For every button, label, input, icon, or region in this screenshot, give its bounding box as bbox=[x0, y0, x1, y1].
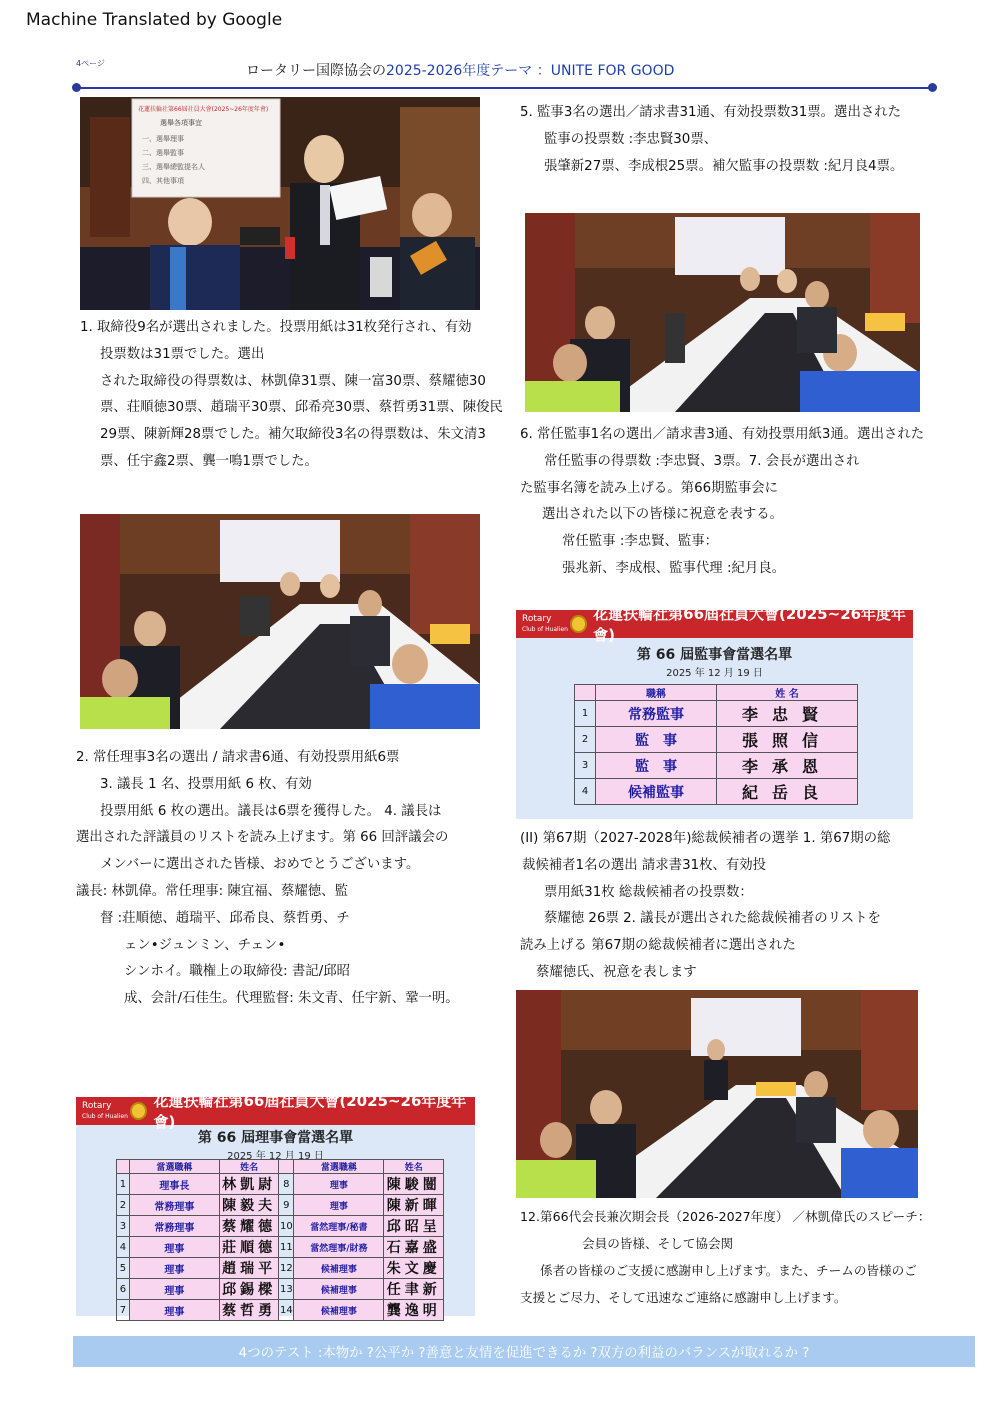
row-name: 紀岳良 bbox=[717, 779, 858, 805]
slide-line-3: 三、選舉總監提名人 bbox=[142, 163, 205, 171]
rotary-logo-main: Rotary bbox=[82, 1100, 112, 1111]
col-position-header: 當選職稱 bbox=[129, 1160, 219, 1174]
para-line: 議長: 林凱偉。常任理事: 陳宜福、蔡耀徳、監 bbox=[76, 883, 348, 899]
para-line: 3. 議長 1 名、投票用紙 6 枚、有効 bbox=[100, 776, 312, 792]
row-position: 當然理事/財務 bbox=[294, 1237, 384, 1258]
table-row bbox=[575, 753, 858, 779]
para-line: 票用紙31枚 総裁候補者の投票数： bbox=[544, 884, 753, 900]
para-line: 蔡耀徳氏、祝意を表します bbox=[536, 964, 697, 980]
para-line: 投票用紙 6 枚の選出。議長は6票を獲得した。 4. 議長は bbox=[100, 803, 442, 819]
right-text-block-1 bbox=[520, 100, 903, 180]
board-card-date: 2025 年 12 月 19 日 bbox=[227, 1151, 324, 1162]
row-position: 理事 bbox=[129, 1258, 219, 1279]
col-position-header: 當選職稱 bbox=[294, 1160, 384, 1174]
para-line: シンホイ。職権上の取締役: 書記/邱昭 bbox=[124, 964, 350, 980]
row-name: 蔡哲勇 bbox=[219, 1300, 279, 1321]
col-no bbox=[279, 1160, 294, 1174]
row-name: 陳駿闓 bbox=[384, 1174, 444, 1195]
col-position-header: 職稱 bbox=[596, 685, 717, 701]
rotary-logo bbox=[76, 1101, 130, 1122]
para-line: 投票数は31票でした。選出 bbox=[100, 346, 265, 362]
table-row bbox=[117, 1258, 444, 1279]
speech-caption bbox=[520, 1203, 930, 1311]
row-name: 石嘉盛 bbox=[384, 1237, 444, 1258]
para-line: 張兆新、李成根、監事代理 :紀月良。 bbox=[562, 560, 786, 576]
meeting-photo-right bbox=[525, 213, 920, 412]
rotary-logo bbox=[516, 614, 570, 635]
row-name: 莊順德 bbox=[219, 1237, 279, 1258]
row-position: 常務監事 bbox=[596, 701, 717, 727]
speech-photo bbox=[516, 990, 918, 1198]
para-line: た監事名簿を読み上げる。第66期監事会に bbox=[520, 480, 779, 496]
supervisor-card-subtitle: 第 66 屆監事會當選名單 bbox=[636, 647, 793, 663]
para-line: 5. 監事3名の選出／請求書31通、有効投票数31票。選出された bbox=[520, 105, 902, 120]
table-row bbox=[575, 727, 858, 753]
table-row bbox=[117, 1174, 444, 1195]
para-line: ェン•ジュンミン、チェン• bbox=[124, 937, 286, 953]
row-name: 任聿新 bbox=[384, 1279, 444, 1300]
row-name: 龔逸明 bbox=[384, 1300, 444, 1321]
row-position: 監 事 bbox=[596, 727, 717, 753]
para-line: 2. 常任理事3名の選出 / 請求書6通、有効投票用紙6票 bbox=[76, 750, 400, 765]
row-number: 1 bbox=[575, 701, 596, 727]
supervisor-election-table bbox=[574, 684, 858, 805]
supervisor-election-card bbox=[516, 605, 913, 819]
header-theme: 2025-2026年度テーマ ：UNITE FOR GOOD bbox=[386, 63, 675, 79]
row-position: 候補監事 bbox=[596, 779, 717, 805]
table-row bbox=[117, 1237, 444, 1258]
slide-title: 花蓮扶輪社第66屆社員大會(2025~26年度年會) bbox=[138, 106, 269, 113]
row-number: 12 bbox=[279, 1258, 294, 1279]
board-card-header bbox=[76, 1092, 475, 1131]
machine-translated-watermark: Machine Translated by Google bbox=[26, 10, 283, 30]
caption-line: 12.第66代会長兼次期会長（2026-2027年度） ／林凱偉氏のスピーチ： bbox=[520, 1209, 931, 1224]
table-row bbox=[117, 1216, 444, 1237]
para-line: 票、荘順徳30票、趙瑞平30票、邱希亮30票、蔡哲勇31票、陳俊民 bbox=[100, 400, 503, 416]
row-position: 當然理事/秘書 bbox=[294, 1216, 384, 1237]
row-name: 邱錫樑 bbox=[219, 1279, 279, 1300]
row-name: 林凱尉 bbox=[219, 1174, 279, 1195]
row-name: 趙瑞平 bbox=[219, 1258, 279, 1279]
row-name: 朱文慶 bbox=[384, 1258, 444, 1279]
caption-line: 会員の皆様、そして協会関 bbox=[582, 1236, 734, 1251]
slide-subtitle: 選舉各項事宜 bbox=[160, 119, 202, 127]
row-number: 9 bbox=[279, 1195, 294, 1216]
row-number: 3 bbox=[575, 753, 596, 779]
board-election-card bbox=[76, 1092, 475, 1319]
row-name: 蔡耀德 bbox=[219, 1216, 279, 1237]
caption-line: 支援とご尽力、そして迅速なご連絡に感謝申し上げます。 bbox=[520, 1290, 847, 1305]
supervisor-card-title: 花蓮扶輪社第66屆社員大會(2025~26年度年會) bbox=[593, 605, 907, 644]
row-number: 5 bbox=[117, 1258, 130, 1279]
right-text-block-2 bbox=[520, 422, 924, 583]
row-number: 14 bbox=[279, 1300, 294, 1321]
para-line: された取締役の得票数は、林凱偉31票、陳一富30票、蔡耀徳30 bbox=[100, 373, 486, 389]
para-line: 1. 取締役9名が選出されました。投票用紙は31枚発行され、有効 bbox=[80, 320, 472, 335]
header-rule bbox=[76, 87, 932, 89]
header-prefix: ロータリー国際協会の bbox=[246, 63, 386, 79]
slide-line-2: 二、選舉監事 bbox=[142, 149, 184, 157]
row-name: 張照信 bbox=[717, 727, 858, 753]
para-line: 裁候補者1名の選出 請求書31枚、有効投 bbox=[522, 857, 767, 873]
para-line: 監事の投票数 :李忠賢30票、 bbox=[544, 131, 718, 147]
row-position: 候補理事 bbox=[294, 1300, 384, 1321]
para-line: 読み上げる 第67期の総裁候補者に選出された bbox=[520, 938, 796, 954]
row-number: 11 bbox=[279, 1237, 294, 1258]
row-number: 2 bbox=[117, 1195, 130, 1216]
row-name: 邱昭呈 bbox=[384, 1216, 444, 1237]
rule-dot-left bbox=[72, 83, 81, 92]
para-line: 張肇新27票、李成根25票。補欠監事の投票数 :紀月良4票。 bbox=[544, 158, 904, 174]
slide-line-4: 四、其他事項 bbox=[142, 177, 184, 185]
table-row bbox=[575, 779, 858, 805]
para-line: 督 :荘順徳、趙瑞平、邱希良、蔡哲勇、チ bbox=[100, 910, 350, 926]
row-number: 4 bbox=[575, 779, 596, 805]
rotary-wheel-icon bbox=[130, 1102, 147, 1120]
rule-dot-right bbox=[928, 83, 937, 92]
col-no bbox=[117, 1160, 130, 1174]
para-line: 常任監事の得票数 :李忠賢、3票。7. 会長が選出され bbox=[544, 453, 860, 469]
row-position: 常務理事 bbox=[129, 1195, 219, 1216]
row-position: 理事 bbox=[294, 1195, 384, 1216]
row-number: 7 bbox=[117, 1300, 130, 1321]
row-position: 常務理事 bbox=[129, 1216, 219, 1237]
row-position: 候補理事 bbox=[294, 1258, 384, 1279]
row-number: 13 bbox=[279, 1279, 294, 1300]
row-number: 6 bbox=[117, 1279, 130, 1300]
four-way-test-footer: 4つのテスト :本物か ?公平か ?善意と友情を促進できるか ?双方の利益のバランスが取れるか ? bbox=[73, 1336, 975, 1367]
supervisor-card-date: 2025 年 12 月 19 日 bbox=[666, 668, 763, 679]
col-name-header: 姓 名 bbox=[717, 685, 858, 701]
para-line: 29票、陳新輝28票でした。補欠取締役3名の得票数は、朱文清3 bbox=[100, 427, 486, 443]
col-no bbox=[575, 685, 596, 701]
slide-line-1: 一、選舉理事 bbox=[142, 135, 184, 143]
row-position: 候補理事 bbox=[294, 1279, 384, 1300]
row-position: 理事 bbox=[129, 1279, 219, 1300]
meeting-photo-left bbox=[80, 514, 480, 729]
page-number: 4ページ bbox=[76, 59, 105, 68]
row-number: 2 bbox=[575, 727, 596, 753]
row-number: 4 bbox=[117, 1237, 130, 1258]
row-name: 李忠賢 bbox=[717, 701, 858, 727]
row-number: 10 bbox=[279, 1216, 294, 1237]
para-line: (II) 第67期（2027-2028年)総裁候補者の選挙 1. 第67期の総 bbox=[520, 831, 891, 846]
row-position: 理事 bbox=[129, 1237, 219, 1258]
speaker-photo bbox=[80, 97, 480, 310]
board-card-subtitle: 第 66 屆理事會當選名單 bbox=[197, 1130, 354, 1146]
supervisor-card-header bbox=[516, 605, 913, 644]
row-name: 陳新暉 bbox=[384, 1195, 444, 1216]
row-name: 陳毅夫 bbox=[219, 1195, 279, 1216]
col-name-header: 姓名 bbox=[219, 1160, 279, 1174]
left-text-block-1 bbox=[80, 315, 503, 476]
para-line: 票、任宇鑫2票、龔一鳴1票でした。 bbox=[100, 453, 318, 469]
row-number: 1 bbox=[117, 1174, 130, 1195]
row-position: 理事 bbox=[129, 1300, 219, 1321]
para-line: 6. 常任監事1名の選出／請求書3通、有効投票用紙3通。選出された bbox=[520, 427, 925, 442]
table-row bbox=[117, 1300, 444, 1321]
left-text-block-2 bbox=[76, 745, 459, 1013]
board-election-table bbox=[116, 1159, 444, 1321]
row-number: 3 bbox=[117, 1216, 130, 1237]
rotary-logo-sub: Club of Hualien bbox=[522, 625, 568, 633]
table-row bbox=[575, 701, 858, 727]
right-text-block-3 bbox=[520, 826, 890, 987]
rotary-logo-main: Rotary bbox=[522, 613, 552, 624]
para-line: メンバーに選出された皆様、おめでとうございます。 bbox=[100, 857, 420, 873]
caption-line: 係者の皆様のご支援に感謝申し上げます。また、チームの皆様のご bbox=[540, 1263, 917, 1278]
para-line: 蔡耀徳 26票 2. 議長が選出された総裁候補者のリストを bbox=[544, 911, 881, 927]
row-position: 理事 bbox=[294, 1174, 384, 1195]
col-name-header: 姓名 bbox=[384, 1160, 444, 1174]
para-line: 選出された評議員のリストを読み上げます。第 66 回評議会の bbox=[76, 830, 449, 846]
row-number: 8 bbox=[279, 1174, 294, 1195]
row-position: 理事長 bbox=[129, 1174, 219, 1195]
para-line: 常任監事 :李忠賢、監事： bbox=[562, 534, 719, 550]
page-header-title bbox=[246, 60, 674, 80]
row-name: 李承恩 bbox=[717, 753, 858, 779]
para-line: 成、会計/石佳生。代理監督: 朱文青、任宇新、鞏一明。 bbox=[124, 991, 459, 1007]
board-card-title: 花蓮扶輪社第66屆社員大會(2025~26年度年會) bbox=[153, 1092, 467, 1131]
rotary-logo-sub: Club of Hualien bbox=[82, 1112, 128, 1120]
rotary-wheel-icon bbox=[570, 615, 587, 633]
table-row bbox=[117, 1195, 444, 1216]
para-line: 選出された以下の皆様に祝意を表する。 bbox=[542, 507, 784, 523]
row-position: 監 事 bbox=[596, 753, 717, 779]
table-row bbox=[117, 1279, 444, 1300]
